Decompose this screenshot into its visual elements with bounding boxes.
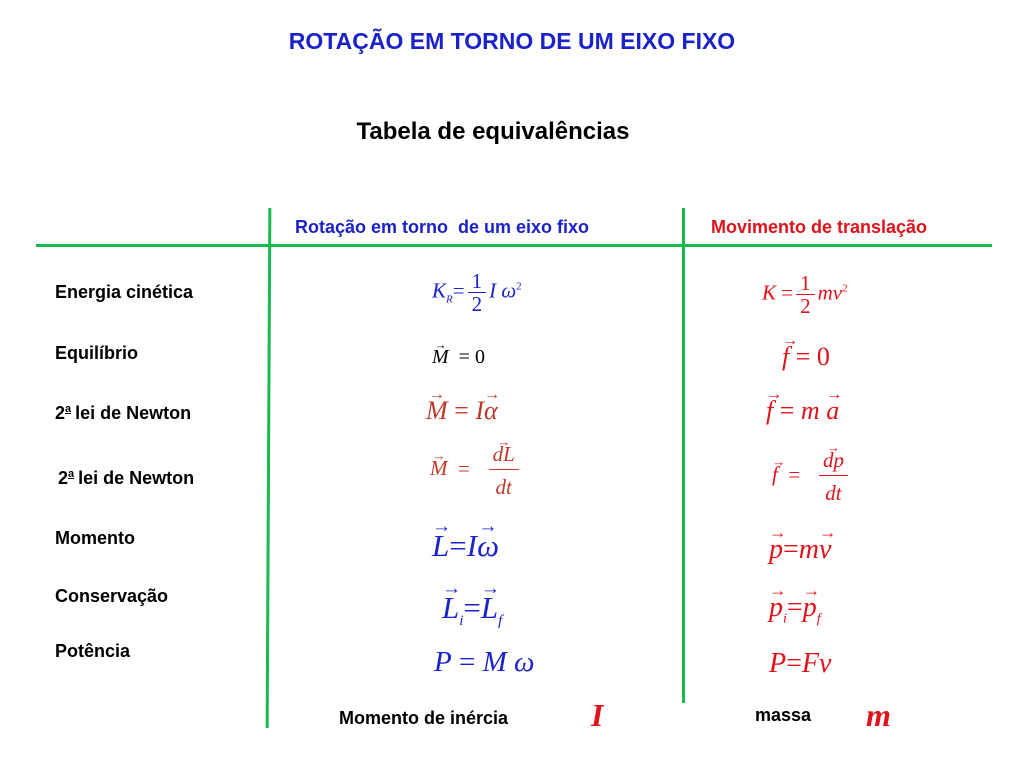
column-header-translation: Movimento de translação [711,217,928,237]
footer-inertia-symbol: I [591,697,604,733]
row-label-conservation: Conservação [55,586,169,606]
formula-tr-power: P=Fv [769,648,832,679]
column-divider-right [682,208,685,703]
page-title: ROTAÇÃO EM TORNO DE UM EIXO FIXO [288,28,736,54]
row-label-kinetic-energy: Energia cinética [55,282,194,302]
row-label-newton-second-law-derivative: 2$^a$ lei de Newton [58,468,195,488]
formula-tr-conservation: → $p_i=\to p_f$ [769,592,821,628]
footer-mass-label: massa [755,705,812,725]
row-label-equilibrium: Equilíbrio [55,343,138,363]
formula-tr-newton-force: → f = m → a [766,396,839,426]
footer-mass-symbol: m [866,697,891,733]
formula-rot-kinetic-energy: $K_R=$ $\frac{1}{2}$ I $\omega^2$ [432,269,522,317]
formula-tr-equilibrium: → f = 0 [782,342,830,372]
row-label-momentum: Momento [55,528,135,548]
row-label-newton-second-law: 2$^a$ lei de Newton [55,403,192,423]
column-header-rotation: Rotação em torno de um eixo fixo [295,217,590,237]
table-subtitle: Tabela de equivalências [356,118,630,145]
formula-tr-kinetic-energy: K = $\frac{1}{2}$ $mv^2$ [762,271,848,319]
row-label-power: Potência [55,641,131,661]
column-divider-left [266,208,272,728]
formula-rot-angular-momentum: → L=I→ ω [432,528,499,564]
formula-rot-equilibrium: → M = 0 [432,346,485,369]
formula-rot-conservation: → $L_i=\to L_f$ [442,590,502,630]
formula-rot-newton-torque: → M = I→ α [426,396,498,426]
header-divider-line [36,244,992,247]
formula-rot-newton-derivative: → M = → $\frac{dL}{dt}$ [430,443,522,498]
formula-tr-linear-momentum: → p=m→ v [769,534,831,566]
footer-inertia-label: Momento de inércia [339,708,509,728]
formula-rot-power: P = M ω [434,646,535,678]
formula-tr-newton-derivative: → f = → $\frac{dp}{dt}$ [772,449,851,504]
